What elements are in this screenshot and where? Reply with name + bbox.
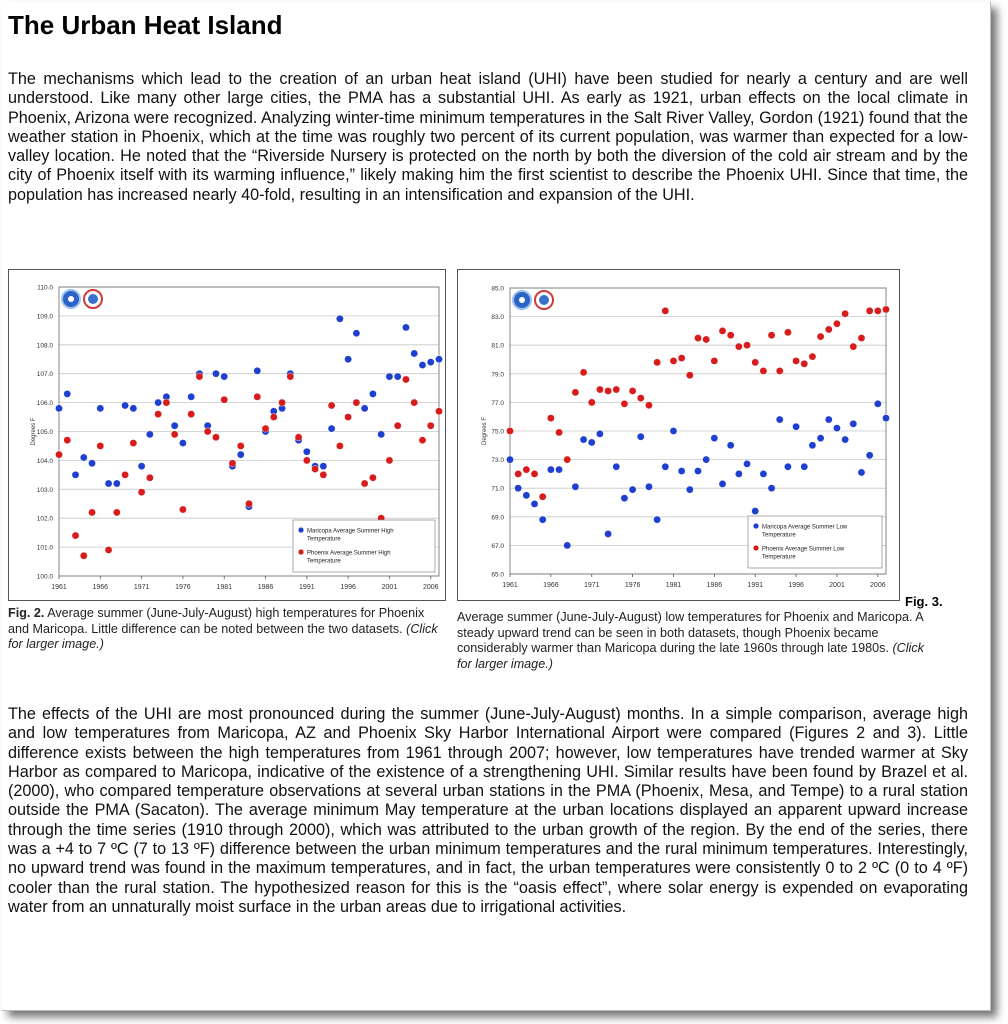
figure-3-larger-image-link[interactable]: (Click for larger image.): [457, 641, 924, 671]
y-tick-label: 108.0: [36, 342, 53, 350]
data-point: [435, 408, 442, 415]
legend-label: Maricopa Average Summer High: [307, 528, 394, 535]
data-point: [171, 431, 178, 438]
legend-marker: [753, 545, 758, 550]
data-point: [621, 400, 628, 407]
legend-marker: [298, 549, 303, 554]
data-point: [604, 387, 611, 394]
figure-3-chart: [458, 270, 899, 600]
data-point: [311, 465, 318, 472]
data-point: [752, 507, 759, 514]
data-point: [580, 369, 587, 376]
data-point: [572, 389, 579, 396]
data-point: [97, 442, 104, 449]
data-point: [353, 330, 360, 337]
figure-3-caption: [457, 610, 937, 672]
data-point: [188, 411, 195, 418]
y-tick-label: 79.0: [491, 371, 504, 379]
data-point: [531, 500, 538, 507]
x-tick-label: 1976: [624, 582, 641, 589]
x-tick-label: 1961: [502, 582, 518, 589]
data-point: [662, 463, 669, 470]
data-point: [121, 471, 128, 478]
y-tick-label: 83.0: [491, 314, 504, 322]
data-point: [345, 356, 352, 363]
data-point: [760, 470, 767, 477]
data-point: [378, 431, 385, 438]
data-point: [719, 327, 726, 334]
data-point: [629, 486, 636, 493]
data-point: [97, 405, 104, 412]
data-point: [237, 442, 244, 449]
data-point: [64, 390, 71, 397]
data-point: [596, 430, 603, 437]
y-axis-label: Degrees F: [482, 416, 488, 446]
data-point: [743, 460, 750, 467]
x-tick-label: 1981: [665, 582, 682, 589]
y-tick-label: 106.0: [36, 400, 53, 408]
x-tick-label: 2001: [381, 584, 398, 591]
data-point: [604, 530, 611, 537]
x-tick-label: 1991: [299, 584, 315, 591]
data-point: [361, 480, 368, 487]
data-point: [72, 471, 79, 478]
data-point: [760, 367, 767, 374]
data-point: [179, 439, 186, 446]
data-point: [882, 306, 889, 313]
legend-label: Phoenix Average Summer High: [307, 550, 391, 557]
data-point: [784, 463, 791, 470]
data-point: [637, 433, 644, 440]
data-point: [130, 439, 137, 446]
data-point: [866, 452, 873, 459]
data-point: [328, 402, 335, 409]
data-point: [506, 456, 513, 463]
data-point: [204, 428, 211, 435]
data-point: [842, 436, 849, 443]
data-point: [703, 336, 710, 343]
data-point: [768, 332, 775, 339]
data-point: [735, 343, 742, 350]
intro-paragraph: The mechanisms which lead to the creation of an urban heat island (UHI) have been studied for nearly a century and are well understood. Like many other large cities, the PMA has a substantial UHI. As early as 1921, urban effects on the local climate in Phoenix, Arizona were recognized. Analyzing winter-time minimum temperatures in the Salt River Valley, Gordon (1921) found that the weather station in Phoenix, which at the time was roughly two percent of its current population, was warmer than expected for a low-valley location. He noted that the “Riverside Nursery is protected on the north by both the diversion of the cold air stream and by the city of Phoenix itself with its warming influence,” likely making him the first scientist to describe the Phoenix UHI. Since that time, the population has increased nearly 40-fold, resulting in an intensification and expansion of the UHI.: [8, 70, 968, 204]
data-point: [645, 402, 652, 409]
data-point: [80, 552, 87, 559]
data-point: [303, 448, 310, 455]
data-point: [792, 357, 799, 364]
figure-2-chart: [9, 270, 445, 600]
data-point: [874, 307, 881, 314]
x-tick-label: 1986: [706, 582, 723, 589]
data-point: [613, 463, 620, 470]
y-tick-label: 102.0: [36, 515, 53, 523]
data-point: [588, 399, 595, 406]
data-point: [427, 359, 434, 366]
data-point: [694, 334, 701, 341]
data-point: [719, 480, 726, 487]
data-point: [858, 334, 865, 341]
data-point: [369, 390, 376, 397]
noaa-logo-center: [519, 297, 525, 303]
data-point: [564, 456, 571, 463]
data-point: [564, 542, 571, 549]
data-point: [345, 413, 352, 420]
data-point: [245, 500, 252, 507]
data-point: [768, 485, 775, 492]
data-point: [555, 466, 562, 473]
data-point: [88, 509, 95, 516]
data-point: [686, 372, 693, 379]
y-tick-label: 67.0: [491, 542, 504, 550]
nws-logo-center: [88, 294, 98, 304]
data-point: [678, 467, 685, 474]
data-point: [146, 431, 153, 438]
data-point: [419, 361, 426, 368]
data-point: [221, 373, 228, 380]
data-point: [833, 425, 840, 432]
figure-2-label: Fig. 2.: [8, 606, 45, 620]
data-point: [629, 387, 636, 394]
data-point: [138, 489, 145, 496]
y-axis-label: Degrees F: [31, 417, 37, 446]
data-point: [670, 427, 677, 434]
data-point: [809, 442, 816, 449]
data-point: [825, 326, 832, 333]
data-point: [411, 350, 418, 357]
data-point: [539, 493, 546, 500]
legend-label: Temperature: [307, 536, 341, 543]
x-tick-label: 1961: [51, 584, 67, 591]
data-point: [711, 357, 718, 364]
legend-label: Phoenix Average Summer Low: [762, 546, 845, 553]
data-point: [427, 422, 434, 429]
data-point: [155, 399, 162, 406]
data-point: [435, 356, 442, 363]
data-point: [72, 532, 79, 539]
figure-2-caption: [8, 606, 448, 653]
data-point: [580, 436, 587, 443]
data-point: [212, 434, 219, 441]
data-point: [361, 405, 368, 412]
data-point: [735, 470, 742, 477]
figure-2-caption-text: Average summer (June-July-August) high temperatures for Phoenix and Maricopa. Little difference can be noted between the two datasets.: [8, 606, 425, 636]
data-point: [539, 516, 546, 523]
data-point: [825, 416, 832, 423]
data-point: [809, 353, 816, 360]
y-tick-label: 75.0: [491, 428, 504, 436]
data-point: [402, 324, 409, 331]
data-point: [874, 400, 881, 407]
data-point: [188, 393, 195, 400]
noaa-logo-center: [68, 296, 74, 302]
y-tick-label: 81.0: [491, 342, 504, 350]
data-point: [686, 486, 693, 493]
data-point: [621, 495, 628, 502]
x-tick-label: 2006: [870, 582, 886, 589]
y-tick-label: 85.0: [491, 285, 504, 293]
x-tick-label: 1986: [257, 584, 274, 591]
data-point: [402, 376, 409, 383]
data-point: [784, 329, 791, 336]
x-tick-label: 1971: [133, 584, 150, 591]
data-point: [287, 373, 294, 380]
data-point: [694, 467, 701, 474]
data-point: [858, 469, 865, 476]
y-tick-label: 107.0: [36, 371, 53, 379]
data-point: [654, 359, 661, 366]
data-point: [882, 415, 889, 422]
figure-3-label: Fig. 3.: [905, 594, 943, 609]
data-point: [842, 310, 849, 317]
data-point: [121, 402, 128, 409]
data-point: [303, 457, 310, 464]
data-point: [515, 485, 522, 492]
data-point: [328, 425, 335, 432]
data-point: [711, 435, 718, 442]
legend-label: Temperature: [307, 558, 341, 565]
data-point: [596, 386, 603, 393]
data-point: [270, 413, 277, 420]
data-point: [155, 411, 162, 418]
x-tick-label: 1991: [747, 582, 764, 589]
data-point: [850, 420, 857, 427]
data-point: [776, 416, 783, 423]
data-point: [105, 480, 112, 487]
data-point: [555, 429, 562, 436]
data-point: [138, 463, 145, 470]
legend-marker: [753, 523, 758, 528]
figure-3-link[interactable]: [457, 269, 900, 601]
data-point: [727, 332, 734, 339]
data-point: [262, 425, 269, 432]
x-tick-label: 2006: [422, 584, 439, 591]
data-point: [801, 360, 808, 367]
data-point: [254, 393, 261, 400]
data-point: [662, 307, 669, 314]
data-point: [394, 373, 401, 380]
y-tick-label: 109.0: [36, 313, 53, 321]
page-title: The Urban Heat Island: [8, 10, 283, 40]
data-point: [229, 460, 236, 467]
data-point: [237, 451, 244, 458]
x-tick-label: 2001: [829, 582, 845, 589]
x-tick-label: 1976: [175, 584, 191, 591]
data-point: [196, 373, 203, 380]
data-point: [419, 437, 426, 444]
figure-2-link[interactable]: [8, 269, 446, 601]
data-point: [130, 405, 137, 412]
y-tick-label: 110.0: [37, 284, 53, 292]
data-point: [336, 442, 343, 449]
data-point: [515, 470, 522, 477]
data-point: [105, 546, 112, 553]
data-point: [547, 466, 554, 473]
x-tick-label: 1966: [543, 582, 559, 589]
data-point: [654, 516, 661, 523]
data-point: [703, 456, 710, 463]
data-point: [353, 399, 360, 406]
data-point: [866, 307, 873, 314]
data-point: [221, 396, 228, 403]
y-tick-label: 101.0: [36, 544, 53, 552]
data-point: [55, 405, 62, 412]
data-point: [394, 422, 401, 429]
data-point: [776, 367, 783, 374]
data-point: [727, 442, 734, 449]
data-point: [320, 471, 327, 478]
data-point: [588, 439, 595, 446]
legend-marker: [298, 527, 303, 532]
data-point: [637, 395, 644, 402]
y-tick-label: 104.0: [36, 457, 53, 465]
data-point: [523, 466, 530, 473]
data-point: [613, 386, 620, 393]
data-point: [386, 373, 393, 380]
data-point: [792, 423, 799, 430]
data-point: [278, 399, 285, 406]
y-tick-label: 69.0: [491, 514, 504, 522]
data-point: [523, 492, 530, 499]
legend-label: Temperature: [762, 554, 796, 561]
data-point: [146, 474, 153, 481]
data-point: [64, 437, 71, 444]
data-point: [113, 480, 120, 487]
data-point: [506, 427, 513, 434]
analysis-paragraph: The effects of the UHI are most pronounced during the summer (June-July-August) months. In a simple comparison, average high and low temperatures from Maricopa, AZ and Phoenix Sky Harbor International Airport were compared (Figures 2 and 3). Little difference exists between the high temperatures from 1961 through 2007; however, low temperatures have trended warmer at Sky Harbor as compared to Maricopa, indicative of the existence of a strengthening UHI. Similar results have been found by Brazel et al. (2000), who compared temperature observations at several urban stations in the PMA (Phoenix, Mesa, and Tempe) to a rural station outside the PMA (Sacaton). The average minimum May temperature at the urban locations displayed an apparent upward increase through the time series (1910 through 2000), which was attributed to the urban growth of the region. By the end of the series, there was a +4 to 7 ºC (7 to 13 ºF) difference between the urban minimum temperatures and the rural minimum temperatures. Interestingly, no upward trend was found in the maximum temperatures, and in fact, the urban temperatures were consistently 0 to 2 ºC (0 to 4 ºF) cooler than the rural station. The hypothesized reason for this is the “oasis effect”, where solar energy is expended on evaporating water from an unnaturally moist surface in the urban areas due to irrigational activities.: [8, 705, 968, 916]
data-point: [179, 506, 186, 513]
data-point: [212, 370, 219, 377]
x-tick-label: 1966: [92, 584, 109, 591]
y-tick-label: 73.0: [491, 457, 504, 465]
data-point: [670, 357, 677, 364]
data-point: [817, 435, 824, 442]
data-point: [386, 457, 393, 464]
y-tick-label: 100.0: [36, 573, 53, 581]
nws-logo-center: [539, 295, 549, 305]
data-point: [833, 320, 840, 327]
data-point: [320, 463, 327, 470]
y-tick-label: 77.0: [491, 399, 504, 407]
y-tick-label: 65.0: [491, 571, 504, 579]
figure-3-caption-text: Average summer (June-July-August) low temperatures for Phoenix and Maricopa. A steady upward trend can be seen in both datasets, though Phoenix became considerably warmer than Maricopa during the late 1960s through late 1980s.: [457, 610, 923, 655]
data-point: [531, 470, 538, 477]
x-tick-label: 1996: [340, 584, 356, 591]
data-point: [171, 422, 178, 429]
legend-label: Maricopa Average Summer Low: [762, 524, 848, 531]
y-tick-label: 103.0: [36, 486, 53, 494]
data-point: [55, 451, 62, 458]
x-tick-label: 1971: [583, 582, 600, 589]
data-point: [254, 367, 261, 374]
data-point: [163, 399, 170, 406]
data-point: [295, 434, 302, 441]
data-point: [678, 354, 685, 361]
data-point: [817, 333, 824, 340]
data-point: [369, 474, 376, 481]
data-point: [850, 343, 857, 350]
data-point: [113, 509, 120, 516]
data-point: [801, 463, 808, 470]
data-point: [411, 399, 418, 406]
data-point: [752, 359, 759, 366]
x-tick-label: 1981: [216, 584, 233, 591]
data-point: [645, 483, 652, 490]
y-tick-label: 71.0: [491, 485, 504, 493]
figure-2-larger-image-link[interactable]: (Click for larger image.): [8, 621, 438, 651]
legend-label: Temperature: [762, 532, 796, 539]
y-tick-label: 105.0: [36, 429, 53, 436]
data-point: [80, 454, 87, 461]
x-tick-label: 1996: [788, 582, 804, 589]
data-point: [572, 483, 579, 490]
data-point: [88, 460, 95, 467]
data-point: [547, 415, 554, 422]
data-point: [743, 342, 750, 349]
data-point: [336, 315, 343, 322]
